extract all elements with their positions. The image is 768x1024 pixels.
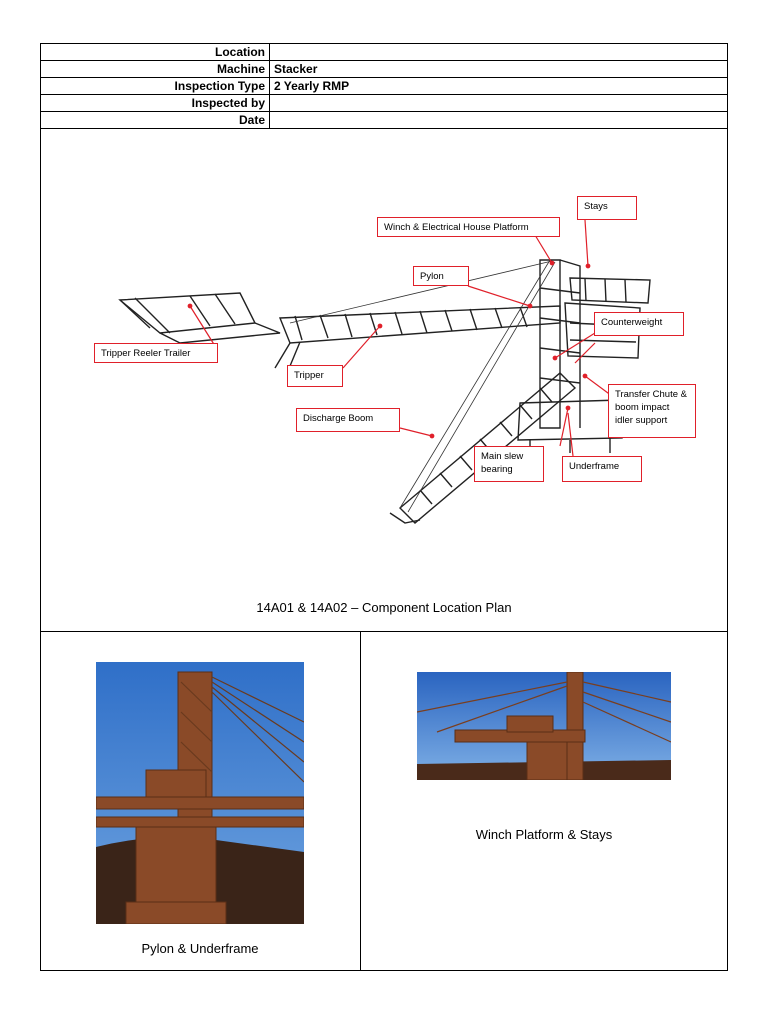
pylon-underframe-photo <box>96 662 304 924</box>
machine-label: Machine <box>41 61 270 78</box>
callout-winch-platform: Winch & Electrical House Platform <box>377 217 560 237</box>
callout-stays: Stays <box>577 196 637 220</box>
date-label: Date <box>41 112 270 129</box>
callout-tripper: Tripper <box>287 365 343 387</box>
inspected-by-label: Inspected by <box>41 95 270 112</box>
row-date <box>41 112 728 129</box>
left-photo-caption: Pylon & Underframe <box>141 941 259 956</box>
inspected-by-value <box>270 95 728 112</box>
callout-tripper-reeler-trailer: Tripper Reeler Trailer <box>94 343 218 363</box>
winch-platform-photo <box>417 672 671 780</box>
row-location <box>41 44 728 61</box>
callout-discharge-boom: Discharge Boom <box>296 408 400 432</box>
callout-pylon: Pylon <box>413 266 469 286</box>
row-inspection-type <box>41 78 728 95</box>
right-photo-caption: Winch Platform & Stays <box>475 827 613 842</box>
row-machine <box>41 61 728 78</box>
inspection-type-label: Inspection Type <box>41 78 270 95</box>
callout-counterweight: Counterweight <box>594 312 684 336</box>
inspection-type-value: 2 Yearly RMP <box>270 78 728 95</box>
machine-value: Stacker <box>270 61 728 78</box>
photo-divider <box>360 631 361 971</box>
plan-caption: 14A01 & 14A02 – Component Location Plan <box>256 600 512 615</box>
row-inspected-by <box>41 95 728 112</box>
date-value <box>270 112 728 129</box>
callout-underframe: Underframe <box>562 456 642 482</box>
location-value <box>270 44 728 61</box>
inspection-info-table <box>40 43 728 129</box>
callout-main-slew-bearing: Main slew bearing <box>474 446 544 482</box>
location-label: Location <box>41 44 270 61</box>
component-location-plan <box>40 128 728 632</box>
callout-transfer-chute: Transfer Chute & boom impact idler support <box>608 384 696 438</box>
